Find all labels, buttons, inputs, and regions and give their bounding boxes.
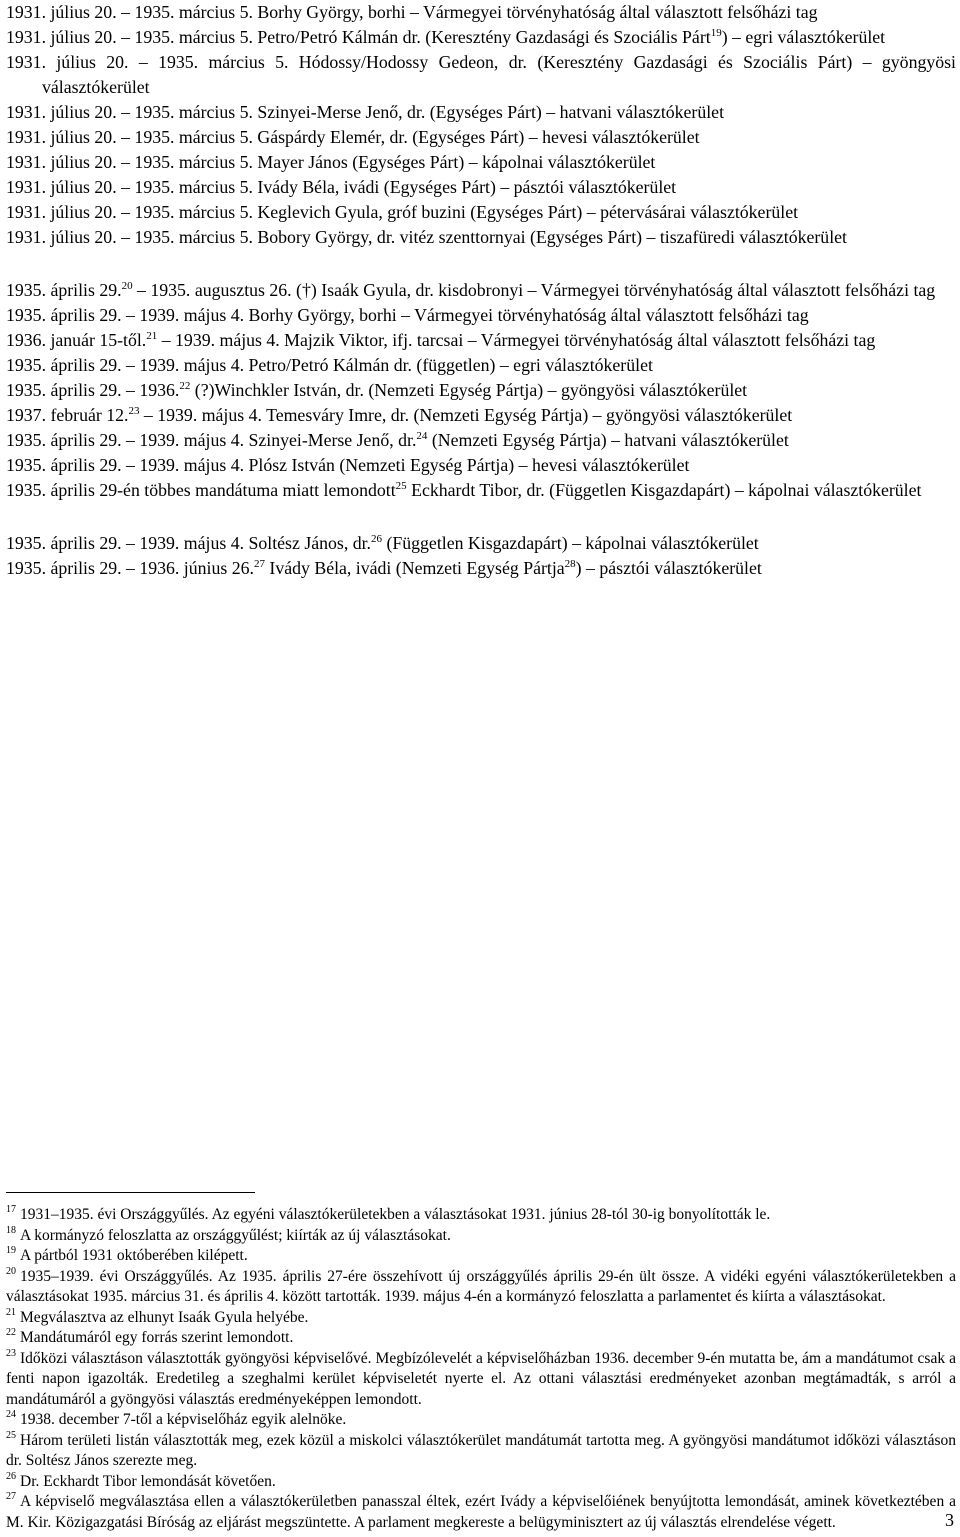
mandate-entry (6, 556, 956, 581)
entry-list (6, 0, 956, 581)
footnote (6, 1226, 956, 1247)
footnote (6, 1349, 956, 1411)
footnote-number: 24 (6, 1409, 16, 1420)
entry-text: ) – pásztói választókerület (575, 558, 762, 578)
entry-text: 1935. április 29. – 1939. május 4. Petro/Petró Kálmán dr. (független) – egri választókerület (6, 355, 653, 375)
footnote-number: 20 (6, 1265, 16, 1277)
entry-text: 1931. július 20. – 1935. március 5. Petro/Petró Kálmán dr. (Keresztény Gazdasági és Szociális Párt (6, 27, 711, 47)
entry-text: 1935. április 29-én többes mandátuma miatt lemondott (6, 480, 396, 500)
footnote (6, 1328, 956, 1349)
footnote-text: Megválasztva az elhunyt Isaák Gyula helyébe. (20, 1308, 309, 1326)
footnote (6, 1267, 956, 1308)
footnote (6, 1410, 956, 1431)
footnote-text: A kormányzó feloszlatta az országgyűlést; kiírták az új választásokat. (20, 1226, 451, 1244)
entry-text: 1935. április 29. – 1939. május 4. Plósz István (Nemzeti Egység Pártja) – hevesi választókerület (6, 455, 690, 475)
footnote-text: A pártból 1931 októberében kilépett. (20, 1247, 248, 1264)
mandate-entry (6, 328, 956, 353)
mandate-entry (6, 278, 956, 303)
mandate-entry (6, 200, 956, 225)
entry-text: 1931. július 20. – 1935. március 5. Bobory György, dr. vitéz szenttornyai (Egységes Párt) – tiszafüredi választókerület (6, 227, 847, 247)
footnote-text: 1931–1935. évi Országgyűlés. Az egyéni választókerületekben a választásokat 1931. június 28-tól 30-ig bonyolították le. (20, 1206, 771, 1223)
footnote-ref: 22 (179, 380, 191, 392)
mandate-entry (6, 150, 956, 175)
mandate-entry (6, 25, 956, 50)
entry-text: 1936. január 15-től. (6, 330, 147, 350)
footnote-text: Időközi választáson választották gyöngyösi képviselővé. Megbízólevelét a képviselőházban 1936. december 9-én mutatta be, ám a mandátumot csak a fenti napon igazolták. Eredetileg a szeghalmi kerület képviseletét nyerte el. Az ottani választási eredményeket azonban megtámadták, s arról a mandátumáról a gyöngyösi választás eredményeképpen lemondott. (6, 1349, 956, 1408)
entry-text: (Nemzeti Egység Pártja) – hatvani választókerület (427, 430, 789, 450)
footnote-number: 21 (6, 1306, 16, 1318)
footnote-number: 19 (6, 1245, 16, 1256)
footnote-text: Mandátumáról egy forrás szerint lemondott. (20, 1329, 294, 1346)
entry-text: 1931. július 20. – 1935. március 5. Gáspárdy Elemér, dr. (Egységes Párt) – hevesi választókerület (6, 127, 700, 147)
mandate-entry (6, 100, 956, 125)
footnote-separator (6, 1192, 255, 1193)
footnote-number: 26 (6, 1470, 16, 1482)
footnote (6, 1492, 956, 1533)
footnote-ref: 28 (564, 558, 576, 570)
mandate-entry (6, 453, 956, 478)
footnote (6, 1431, 956, 1472)
footnote-text: Három területi listán választották meg, ezek közül a miskolci választókerület mandátumát tartotta meg. A gyöngyösi mandátumot időközi választáson dr. Soltész János szerezte meg. (6, 1431, 956, 1469)
mandate-entry (6, 378, 956, 403)
footnote-number: 25 (6, 1429, 16, 1441)
entry-text: (Független Kisgazdapárt) – kápolnai választókerület (382, 533, 759, 553)
footnote-ref: 21 (146, 330, 158, 342)
mandate-entry (6, 225, 956, 250)
entry-text: 1931. július 20. – 1935. március 5. Szinyei-Merse Jenő, dr. (Egységes Párt) – hatvani választókerület (6, 102, 725, 122)
entry-text: 1935. április 29. (6, 280, 122, 300)
entry-text: 1935. április 29. – 1936. június 26. (6, 558, 254, 578)
entry-text: 1931. július 20. – 1935. március 5. Borhy György, borhi – Vármegyei törvényhatóság által választott felsőházi tag (6, 2, 818, 22)
footnote-text: 1935–1939. évi Országgyűlés. Az 1935. április 27-ére összehívott új országgyűlés április 29-én ült össze. A vidéki egyéni választókerületekben a választásokat 1935. március 31. és április 4. között tartották. 1939. május 4-én a kormányzó feloszlatta a parlamentet és kiírta a választásokat. (6, 1267, 956, 1305)
footnote-ref: 19 (710, 27, 722, 39)
entry-text: 1935. április 29. – 1939. május 4. Borhy György, borhi – Vármegyei törvényhatóság által választott felsőházi tag (6, 305, 809, 325)
entry-text: 1931. július 20. – 1935. március 5. Hódossy/Hodossy Gedeon, dr. (Keresztény Gazdasági és Szociális Párt) – gyöngyösi választókerület (6, 52, 956, 97)
entry-text: 1937. február 12. (6, 405, 129, 425)
footnote (6, 1246, 956, 1267)
footnote-list (6, 1205, 956, 1533)
entry-text: Ivády Béla, ivádi (Nemzeti Egység Pártja (264, 558, 565, 578)
entry-text: – 1939. május 4. Majzik Viktor, ifj. tarcsai – Vármegyei törvényhatóság által választott felsőházi tag (157, 330, 876, 350)
mandate-entry (6, 403, 956, 428)
entry-text: 1931. július 20. – 1935. március 5. Ivády Béla, ivádi (Egységes Párt) – pásztói választókerület (6, 177, 677, 197)
mandate-entry (6, 0, 956, 25)
footnote-ref: 20 (121, 280, 133, 292)
footnote-ref: 23 (128, 405, 140, 417)
entry-text: ) – egri választókerület (721, 27, 886, 47)
footnote-number: 23 (6, 1347, 16, 1359)
footnote (6, 1472, 956, 1493)
mandate-entry (6, 478, 956, 503)
footnote-number: 18 (6, 1224, 16, 1236)
footnote-number: 27 (6, 1491, 16, 1502)
page-number: 3 (945, 1510, 954, 1530)
entry-text: (?)Winchkler István, dr. (Nemzeti Egység Pártja) – gyöngyösi választókerület (190, 380, 748, 400)
footnote-text: 1938. december 7-től a képviselőház egyik alelnöke. (20, 1411, 347, 1428)
footnote (6, 1308, 956, 1329)
entry-text: 1935. április 29. – 1939. május 4. Soltész János, dr. (6, 533, 371, 553)
footnote-ref: 24 (416, 430, 428, 442)
entry-text: 1931. július 20. – 1935. március 5. Mayer János (Egységes Párt) – kápolnai választókerület (6, 152, 656, 172)
footnote (6, 1205, 956, 1226)
mandate-entry (6, 50, 956, 100)
entry-text: – 1935. augusztus 26. (†) Isaák Gyula, dr. kisdobronyi – Vármegyei törvényhatóság által választott felsőházi tag (132, 280, 936, 300)
footnote-number: 17 (6, 1204, 16, 1215)
entry-text: 1935. április 29. – 1939. május 4. Szinyei-Merse Jenő, dr. (6, 430, 417, 450)
footnote-text: Dr. Eckhardt Tibor lemondását követően. (20, 1472, 276, 1490)
footnote-ref: 26 (371, 533, 382, 545)
entry-text: – 1939. május 4. Temesváry Imre, dr. (Nemzeti Egység Pártja) – gyöngyösi választókerület (139, 405, 793, 425)
footnote-number: 22 (6, 1327, 16, 1338)
mandate-entry (6, 175, 956, 200)
mandate-entry (6, 353, 956, 378)
entry-text: Eckhardt Tibor, dr. (Független Kisgazdapárt) – kápolnai választókerület (406, 480, 922, 500)
footnote-text: A képviselő megválasztása ellen a választókerületben panasszal éltek, ezért Ivády a képviselőiének benyújtotta lemondását, aminek következtében a M. Kir. Közigazgatási Bíróság az eljárást megszüntette. A parlament megkereste a belügyminisztert az új választás elrendelése végett. (6, 1493, 956, 1531)
mandate-entry (6, 303, 956, 328)
mandate-entry (6, 531, 956, 556)
footnote-ref: 27 (253, 558, 265, 570)
mandate-entry (6, 125, 956, 150)
entry-text: 1935. április 29. – 1936. (6, 380, 180, 400)
mandate-entry (6, 428, 956, 453)
entry-text: 1931. július 20. – 1935. március 5. Keglevich Gyula, gróf buzini (Egységes Párt) – pétervásárai választókerület (6, 202, 799, 222)
footnote-ref: 25 (395, 480, 407, 492)
